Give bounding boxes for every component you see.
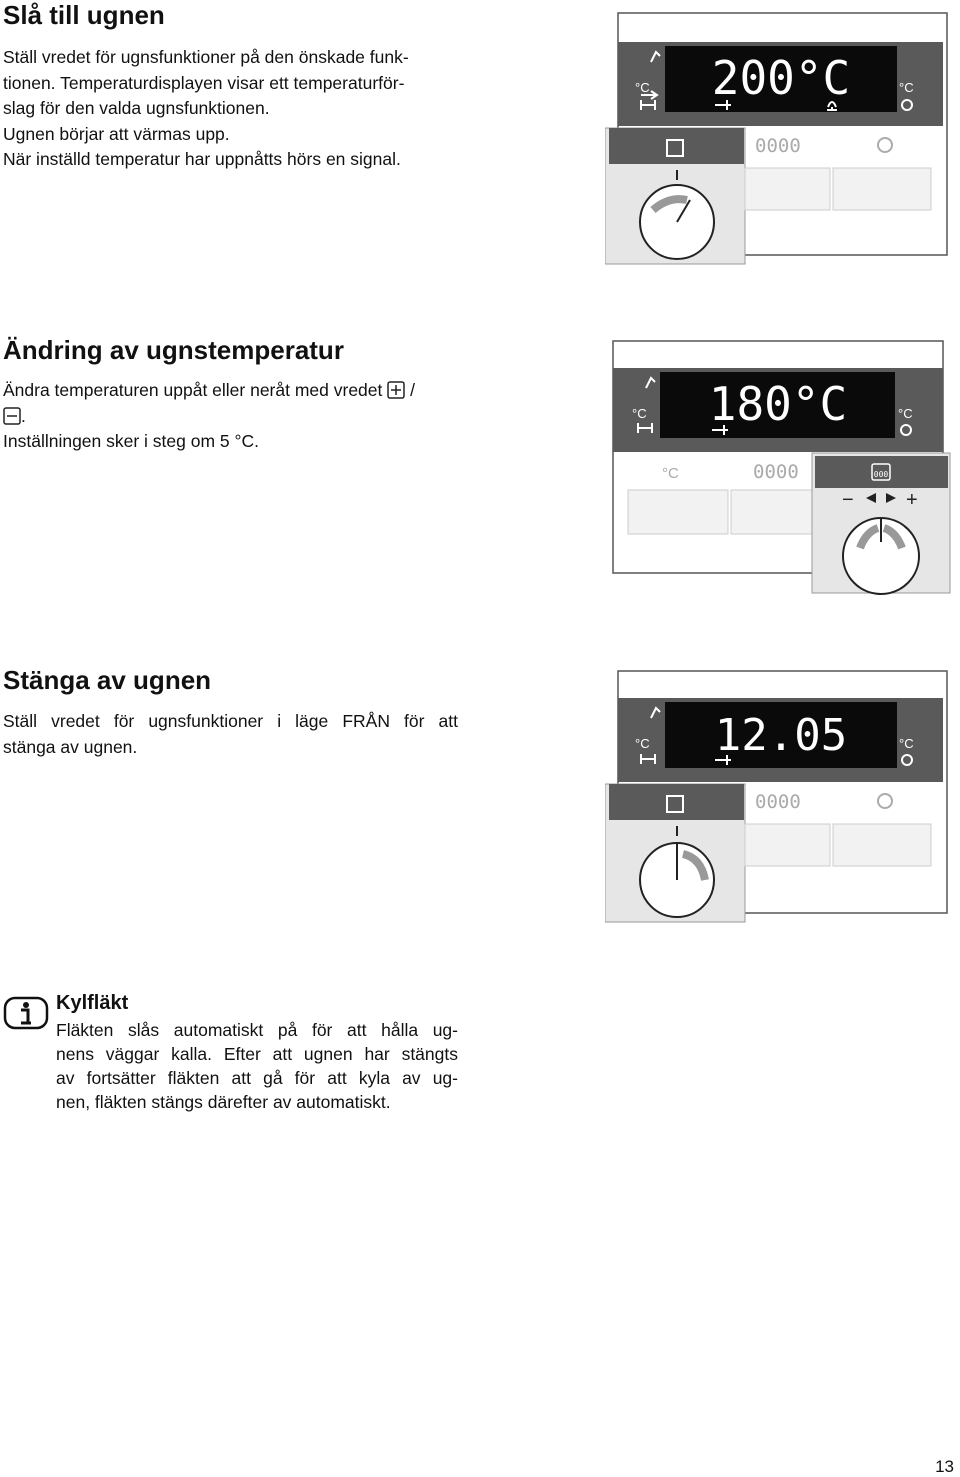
text-line: Fläkten slås automatiskt på för att hålla ug-	[56, 1020, 458, 1040]
slash-text: /	[410, 380, 416, 400]
text-line: slag för den valda ugnsfunktionen.	[3, 98, 270, 118]
section-text-switch-off	[3, 709, 458, 760]
info-icon	[3, 996, 49, 1032]
note-title: Kylfläkt	[56, 992, 129, 1014]
section-title-switch-off: Stänga av ugnen	[3, 665, 212, 695]
celsius-label: °C	[632, 406, 647, 421]
celsius-label: °C	[635, 80, 650, 95]
plus-box-icon	[387, 381, 405, 399]
celsius-label: °C	[662, 465, 679, 482]
knob-digits: 000	[873, 470, 889, 479]
minus-label: −	[842, 489, 854, 511]
minus-box-icon	[3, 407, 21, 425]
section-text-switch-on	[3, 45, 463, 173]
text-line: Ställ vredet för ugnsfunktioner i läge FRÅN för att	[3, 711, 458, 731]
timer-digits: 0000	[753, 461, 799, 483]
plus-label: +	[906, 489, 918, 511]
section-title-change-temp: Ändring av ugnstemperatur	[3, 335, 344, 365]
panel-button[interactable]	[833, 168, 931, 210]
text-line: När inställd temperatur har uppnåtts hörs en signal.	[3, 149, 401, 169]
celsius-label: °C	[898, 406, 913, 421]
text-line: tionen. Temperaturdisplayen visar ett temperaturför-	[3, 72, 405, 93]
page-number: 13	[935, 1457, 954, 1476]
panel-button[interactable]	[731, 490, 821, 534]
note-text	[56, 1018, 458, 1114]
text-line: Inställningen sker i steg om 5 °C.	[3, 431, 260, 451]
panel-button[interactable]	[833, 824, 931, 866]
panel-button[interactable]	[745, 824, 830, 866]
text-line: av fortsätter fläkten att gå för att kyla av ug-	[56, 1068, 458, 1088]
celsius-label: °C	[635, 736, 650, 751]
display-value: 200°C	[711, 51, 851, 105]
text-line: nens väggar kalla. Efter att ugnen har stängts	[56, 1044, 458, 1064]
oven-panel-figure-1	[605, 10, 955, 270]
text-line: nen, fläkten stängs därefter av automatiskt.	[56, 1092, 391, 1112]
display-value: 12.05	[714, 710, 848, 761]
oven-panel-figure-3	[605, 668, 955, 928]
text-segment: Ändra temperaturen uppåt eller neråt med vredet	[3, 380, 383, 400]
panel-button[interactable]	[628, 490, 728, 534]
celsius-label: °C	[899, 736, 914, 751]
timer-digits: 0000	[755, 135, 801, 157]
text-line: Ställ vredet för ugnsfunktioner på den önskade funk-	[3, 47, 409, 67]
panel-button[interactable]	[745, 168, 830, 210]
timer-digits: 0000	[755, 791, 801, 813]
section-title-switch-on: Slå till ugnen	[3, 0, 165, 30]
section-text-change-temp	[3, 378, 473, 455]
period-text: .	[21, 405, 26, 426]
text-line: stänga av ugnen.	[3, 736, 138, 757]
display-value: 180°C	[708, 377, 848, 431]
celsius-label: °C	[899, 80, 914, 95]
oven-panel-figure-2	[610, 338, 955, 603]
text-line: Ugnen börjar att värmas upp.	[3, 123, 230, 144]
